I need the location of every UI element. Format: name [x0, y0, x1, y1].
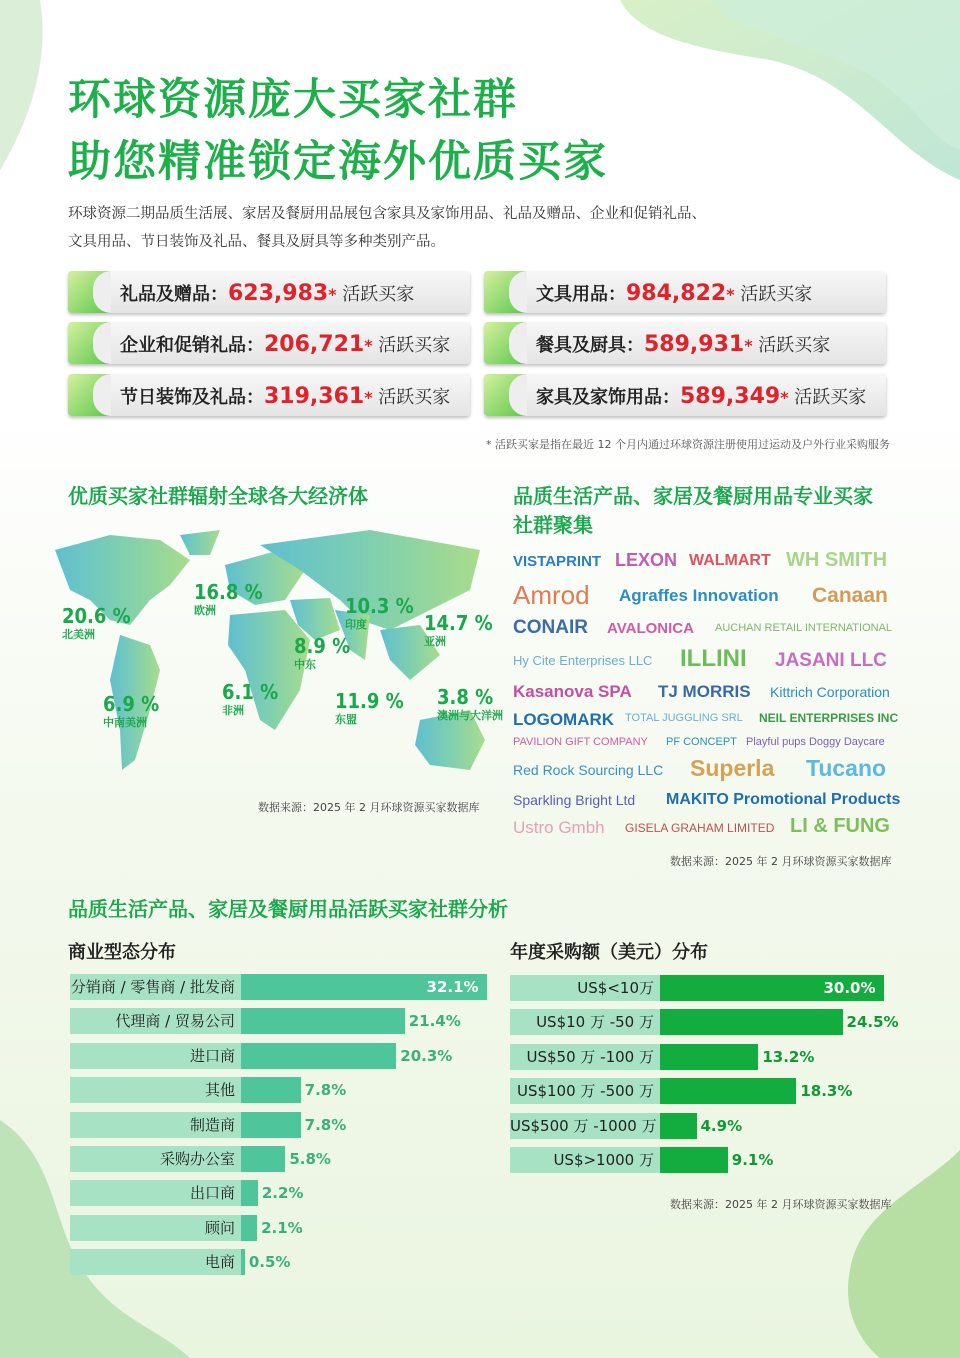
brand-name: WH SMITH: [786, 549, 888, 571]
bar-value-label: 4.9%: [700, 1116, 743, 1135]
stat-number: 589,931: [644, 332, 745, 357]
region-name: 非洲: [222, 704, 244, 717]
analysis-heading: 品质生活产品、家居及餐厨用品活跃买家社群分析: [68, 897, 508, 921]
brand-name: NEIL ENTERPRISES INC: [759, 711, 899, 725]
bar: [660, 1044, 758, 1070]
brand-name: Amrod: [513, 580, 590, 610]
bar-value-label: 7.8%: [304, 1115, 347, 1134]
map-region-stat: [222, 680, 278, 718]
stat-star: *: [328, 285, 337, 304]
stat-text: [536, 331, 830, 357]
page-title-line-1: 环球资源庞大买家社群: [68, 75, 518, 125]
bar-row: [70, 974, 490, 1000]
bar-row: [510, 1044, 930, 1070]
bar: [241, 1146, 285, 1172]
map-region-stat: [194, 580, 263, 618]
bar-category-label: 顾问: [70, 1215, 241, 1241]
stat-unit: 活跃买家: [752, 335, 831, 356]
stat-star: *: [364, 336, 373, 355]
bar: [660, 1009, 843, 1035]
bar-category-label: US$>1000 万: [510, 1147, 660, 1173]
brand-name: WALMART: [689, 552, 771, 569]
region-percent: 10.3 %: [345, 594, 414, 618]
stat-card: [484, 374, 886, 416]
brand-name: CONAIR: [513, 617, 588, 638]
brand-name: LEXON: [615, 550, 678, 570]
stat-text: [120, 331, 450, 357]
bar-value-label: 9.1%: [731, 1151, 774, 1169]
card-accent: [484, 271, 526, 313]
brand-name: JASANI LLC: [775, 650, 887, 671]
stat-card: [484, 271, 886, 313]
region-name: 北美洲: [62, 628, 95, 641]
bar-value-label: 7.8%: [304, 1081, 347, 1100]
bar: [660, 1113, 697, 1139]
bar-category-label: 其他: [70, 1077, 241, 1103]
bar-value-label: 30.0%: [823, 979, 876, 997]
brand-name: PAVILION GIFT COMPANY: [513, 736, 648, 748]
map-region-stat: [345, 594, 414, 632]
stat-unit: 活跃买家: [336, 284, 415, 305]
bar-row: [70, 1215, 490, 1241]
region-percent: 14.7 %: [424, 611, 493, 635]
bar-value-label: 2.1%: [261, 1218, 303, 1237]
brand-name: TOTAL JUGGLING SRL: [625, 712, 743, 724]
map-section-heading: 优质买家社群辐射全球各大经济体: [68, 484, 368, 508]
region-percent: 3.8 %: [437, 685, 494, 709]
stat-number: 984,822: [626, 281, 727, 306]
brand-name: GISELA GRAHAM LIMITED: [625, 821, 775, 835]
brands-heading-line-1: 品质生活产品、家居及餐厨用品专业买家: [513, 484, 873, 508]
map-region-stat: [62, 604, 131, 642]
brand-name: ILLINI: [680, 645, 747, 672]
brand-name: Red Rock Sourcing LLC: [513, 762, 664, 778]
region-name: 欧洲: [194, 604, 216, 617]
brand-name: AUCHAN RETAIL INTERNATIONAL: [715, 622, 893, 634]
world-map: [50, 530, 490, 800]
bar-row: [510, 1113, 930, 1139]
card-accent: [68, 271, 110, 313]
region-percent: 16.8 %: [194, 580, 263, 604]
stat-text: [536, 280, 812, 306]
map-region-stat: [294, 634, 350, 672]
bar-value-label: 20.3%: [400, 1046, 453, 1065]
stat-star: *: [780, 388, 789, 407]
stat-unit: 活跃买家: [372, 335, 451, 356]
brand-name: Superla: [690, 755, 775, 781]
brands-source: 数据来源：2025 年 2 月环球资源买家数据库: [670, 855, 892, 868]
stat-text: [536, 383, 866, 409]
stat-unit: 活跃买家: [788, 387, 867, 408]
brand-name: Playful pups Doggy Daycare: [746, 736, 885, 748]
map-region-stat: [335, 689, 404, 727]
bar-category-label: US$<10万: [510, 975, 660, 1001]
bar-value-label: 13.2%: [762, 1047, 815, 1066]
bar-row: [510, 1078, 930, 1104]
brand-name: Canaan: [812, 584, 888, 607]
stat-star: *: [744, 336, 753, 355]
page-title-line-2: 助您精准锁定海外优质买家: [68, 137, 608, 187]
stat-card: [484, 322, 886, 364]
map-region-stat: [424, 611, 493, 649]
bar: [241, 1077, 301, 1103]
map-region-stat: [103, 692, 159, 730]
brand-name: LI & FUNG: [790, 815, 890, 837]
bar: [241, 1180, 258, 1206]
bar-category-label: US$500 万 -1000 万: [510, 1113, 660, 1139]
region-name: 中南美洲: [103, 716, 147, 729]
stat-label: 节日装饰及礼品：: [120, 387, 264, 408]
bar: [241, 1215, 257, 1241]
stat-card: [68, 322, 470, 364]
brand-name: Hy Cite Enterprises LLC: [513, 653, 653, 668]
bar-category-label: US$100 万 -500 万: [510, 1078, 660, 1104]
bar-category-label: US$10 万 -50 万: [510, 1009, 660, 1035]
region-percent: 20.6 %: [62, 604, 131, 628]
card-accent: [484, 322, 526, 364]
bar-category-label: 分销商 / 零售商 / 批发商: [70, 974, 241, 1000]
brand-name: Kittrich Corporation: [770, 684, 890, 700]
brand-name: VISTAPRINT: [513, 553, 602, 570]
bar: [660, 1147, 728, 1173]
bar-row: [510, 1147, 930, 1173]
bar-category-label: US$50 万 -100 万: [510, 1044, 660, 1070]
brand-name: Agraffes Innovation: [619, 586, 779, 605]
card-accent: [484, 374, 526, 416]
stat-label: 文具用品：: [536, 284, 626, 305]
bar-row: [510, 1009, 930, 1035]
brand-name: AVALONICA: [607, 620, 694, 637]
active-buyer-footnote: * 活跃买家是指在最近 12 个月内通过环球资源注册使用过运动及户外行业采购服务: [486, 438, 890, 451]
bar: [241, 1043, 396, 1069]
region-name: 亚洲: [424, 635, 446, 648]
region-name: 中东: [294, 658, 316, 671]
bar-category-label: 代理商 / 贸易公司: [70, 1008, 241, 1034]
stat-label: 家具及家饰用品：: [536, 387, 680, 408]
brand-name: Tucano: [806, 755, 887, 781]
stat-star: *: [726, 285, 735, 304]
stat-text: [120, 280, 414, 306]
bar-row: [70, 1249, 490, 1275]
bar-row: [70, 1077, 490, 1103]
bottom-right-blob: [800, 1150, 960, 1358]
bar-row: [510, 975, 930, 1001]
bar-category-label: 采购办公室: [70, 1146, 241, 1172]
stat-unit: 活跃买家: [372, 387, 451, 408]
stat-card: [68, 374, 470, 416]
bar-value-label: 2.2%: [261, 1184, 304, 1203]
region-name: 澳洲与大洋洲: [437, 709, 503, 722]
brand-name: LOGOMARK: [513, 710, 615, 729]
bar-row: [70, 1112, 490, 1138]
analysis-source: 数据来源：2025 年 2 月环球资源买家数据库: [670, 1198, 892, 1211]
stat-number: 589,349: [680, 384, 781, 409]
bar-value-label: 18.3%: [800, 1082, 853, 1101]
brand-name: Kasanova SPA: [513, 682, 632, 701]
region-percent: 11.9 %: [335, 689, 404, 713]
stat-label: 礼品及赠品：: [120, 284, 228, 305]
bar-value-label: 5.8%: [289, 1150, 331, 1168]
intro-paragraph: 环球资源二期品质生活展、家居及餐厨用品展包含家具及家饰用品、礼品及赠品、企业和促销礼品、文具用品、节日装饰及礼品、餐具及厨具等多种类别产品。: [68, 206, 706, 250]
stat-card: [68, 271, 470, 313]
stat-number: 319,361: [264, 384, 365, 409]
brand-name: Sparkling Bright Ltd: [513, 792, 636, 808]
stat-star: *: [364, 388, 373, 407]
card-accent: [68, 322, 110, 364]
bar: [241, 1249, 245, 1275]
region-name: 印度: [345, 618, 367, 631]
stat-unit: 活跃买家: [734, 284, 813, 305]
bar-category-label: 出口商: [70, 1180, 241, 1206]
bar-value-label: 21.4%: [408, 1012, 461, 1031]
business-type-chart-title: 商业型态分布: [68, 942, 176, 963]
brand-name: TJ MORRIS: [658, 682, 751, 701]
bar-value-label: 32.1%: [426, 978, 479, 996]
bar-category-label: 制造商: [70, 1112, 241, 1138]
stat-number: 623,983: [228, 281, 329, 306]
bar-row: [70, 1008, 490, 1034]
bar-row: [70, 1146, 490, 1172]
region-percent: 6.1 %: [222, 680, 279, 704]
bar-row: [70, 1180, 490, 1206]
bar-row: [70, 1043, 490, 1069]
bar-value-label: 0.5%: [248, 1253, 291, 1272]
brand-name: Ustro Gmbh: [513, 818, 605, 837]
bar-category-label: 电商: [70, 1249, 241, 1275]
card-accent: [68, 374, 110, 416]
purchase-volume-chart-title: 年度采购额（美元）分布: [510, 942, 708, 963]
map-source: 数据来源：2025 年 2 月环球资源买家数据库: [258, 801, 480, 814]
brands-heading-line-2: 社群聚集: [513, 513, 593, 537]
stat-text: [120, 383, 450, 409]
bar: [241, 1112, 301, 1138]
region-percent: 6.9 %: [103, 692, 160, 716]
bar-category-label: 进口商: [70, 1043, 241, 1069]
stat-label: 餐具及厨具：: [536, 335, 644, 356]
map-region-stat: [437, 685, 503, 723]
region-name: 东盟: [335, 713, 357, 726]
brand-name: PF CONCEPT: [666, 736, 737, 748]
bar: [241, 1008, 405, 1034]
stat-number: 206,721: [264, 332, 365, 357]
top-left-blob: [0, 0, 60, 180]
brand-name: MAKITO Promotional Products: [666, 791, 901, 808]
bar: [660, 1078, 796, 1104]
region-percent: 8.9 %: [294, 634, 351, 658]
stat-label: 企业和促销礼品：: [120, 335, 264, 356]
bar-value-label: 24.5%: [846, 1013, 899, 1032]
